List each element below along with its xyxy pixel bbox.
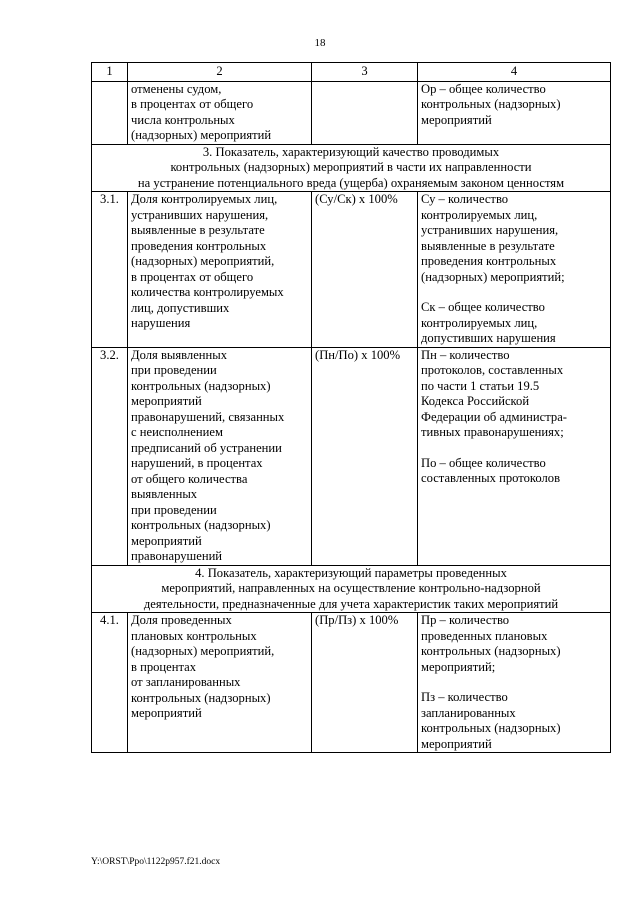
continuation-description: Ор – общее количество контрольных (надзорных) мероприятий xyxy=(421,81,561,127)
indicators-table xyxy=(91,62,611,753)
indicator-description: Пн – количество протоколов, составленных по части 1 статьи 19.5 Кодекса Российской Федерации об администра- тивных правонарушениях; xyxy=(421,347,567,439)
indicator-description: Су – количество контролируемых лиц, устранивших нарушения, выявленные в результате проведения контрольных (надзорных) мероприятий; xyxy=(421,192,565,284)
continuation-name: отменены судом, в процентах от общего числа контрольных (надзорных) мероприятий xyxy=(131,81,272,142)
indicator-description: По – общее количество составленных протоколов xyxy=(421,455,561,485)
table-row xyxy=(92,192,611,348)
page-number: 18 xyxy=(314,37,326,49)
header-col-3: 3 xyxy=(312,63,418,82)
row-number: 3.1. xyxy=(92,192,128,348)
row-number: 3.2. xyxy=(92,347,128,565)
header-col-4: 4 xyxy=(418,63,611,82)
table-header-row xyxy=(92,63,611,82)
indicator-formula: (Пр/Пз) x 100% xyxy=(312,613,418,753)
table-row xyxy=(92,613,611,753)
indicator-name: Доля контролируемых лиц, устранивших нарушения, выявленные в результате проведения контрольных (надзорных) мероприятий, в процентах от общего количества контролируемых лиц, допустивших нарушения xyxy=(131,192,284,330)
table-row xyxy=(92,347,611,565)
indicator-description: Пр – количество проведенных плановых контрольных (надзорных) мероприятий; xyxy=(421,613,561,674)
indicator-description: Пз – количество запланированных контрольных (надзорных) мероприятий xyxy=(421,690,561,751)
section-row xyxy=(92,565,611,613)
indicator-formula: (Пн/По) x 100% xyxy=(312,347,418,565)
row-number: 4.1. xyxy=(92,613,128,753)
header-col-2: 2 xyxy=(128,63,312,82)
indicator-name: Доля проведенных плановых контрольных (надзорных) мероприятий, в процентах от запланированных контрольных (надзорных) мероприятий xyxy=(131,613,275,720)
indicator-name: Доля выявленных при проведении контрольных (надзорных) мероприятий правонарушений, связанных с неисполнением предписаний об устранении нарушений, в процентах от общего количества выявленных при проведении контрольных (надзорных) мероприятий правонарушений xyxy=(131,347,285,563)
file-path-footer: Y:\ORST\Ppo\1122p957.f21.docx xyxy=(91,857,221,867)
header-col-1: 1 xyxy=(92,63,128,82)
section-3-title: 3. Показатель, характеризующий качество проводимых контрольных (надзорных) мероприятий в части их направленности на устранение потенциального вреда (ущерба) охраняемым законом ценностям xyxy=(137,144,565,190)
section-4-title: 4. Показатель, характеризующий параметры проведенных мероприятий, направленных на осуществление контрольно-надзорной деятельности, предназначенные для учета характеристик таких мероприятий xyxy=(143,565,559,611)
table-row xyxy=(92,81,611,144)
section-row xyxy=(92,144,611,192)
indicator-formula: (Су/Ск) x 100% xyxy=(312,192,418,348)
indicator-description: Ск – общее количество контролируемых лиц, допустивших нарушения xyxy=(421,300,556,345)
